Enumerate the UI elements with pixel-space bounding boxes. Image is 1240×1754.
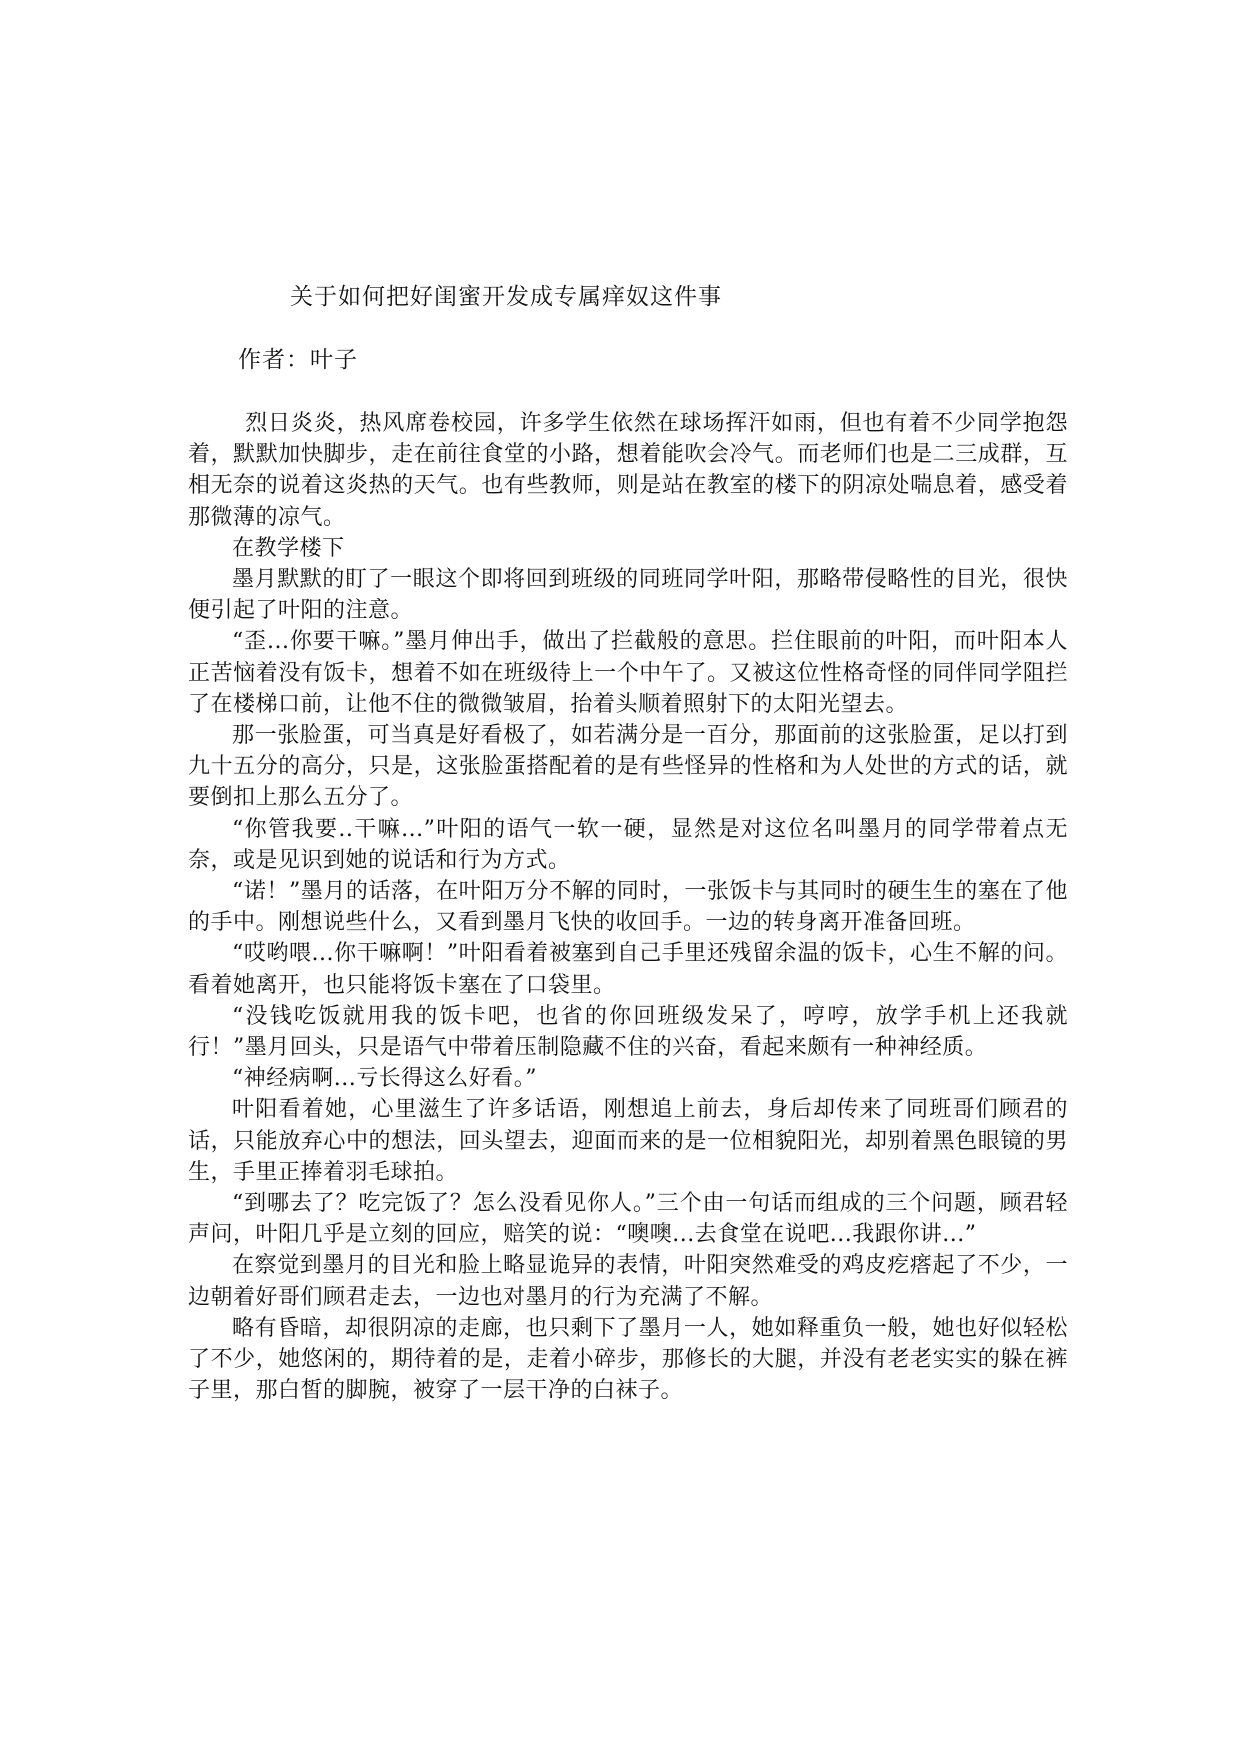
paragraph: “哎哟喂...你干嘛啊！”叶阳看着被塞到自己手里还残留余温的饭卡，心生不解的问。看着她离开，也只能将饭卡塞在了口袋里。 (188, 941, 1068, 998)
document-body (188, 408, 1068, 1407)
paragraph: 烈日炎炎，热风席卷校园，许多学生依然在球场挥汗如雨，但也有着不少同学抱怨着，默默加快脚步，走在前往食堂的小路，想着能吹会冷气。而老师们也是二三成群，互相无奈的说着这炎热的天气。也有些教师，则是站在教室的楼下的阴凉处喘息着，感受着那微薄的凉气。 (188, 411, 1068, 530)
document-author: 作者：叶子 (238, 347, 358, 373)
paragraph: “到哪去了？吃完饭了？怎么没看见你人。”三个由一句话而组成的三个问题，顾君轻声问，叶阳几乎是立刻的回应，赔笑的说：“噢噢...去食堂在说吧...我跟你讲...” (188, 1191, 1068, 1248)
paragraph: “你管我要..干嘛...”叶阳的语气一软一硬，显然是对这位名叫墨月的同学带着点无奈，或是见识到她的说话和行为方式。 (188, 816, 1068, 873)
paragraph: “没钱吃饭就用我的饭卡吧，也省的你回班级发呆了，哼哼，放学手机上还我就行！”墨月回头，只是语气中带着压制隐藏不住的兴奋，看起来颇有一种神经质。 (188, 1003, 1068, 1061)
document-title: 关于如何把好闺蜜开发成专属痒奴这件事 (290, 284, 722, 310)
paragraph: “诺！”墨月的话落，在叶阳万分不解的同时，一张饭卡与其同时的硬生生的塞在了他的手中。刚想说些什么，又看到墨月飞快的收回手。一边的转身离开准备回班。 (188, 879, 1068, 936)
paragraph: 墨月默默的盯了一眼这个即将回到班级的同班同学叶阳，那略带侵略性的目光，很快便引起了叶阳的注意。 (188, 567, 1068, 624)
paragraph: 那一张脸蛋，可当真是好看极了，如若满分是一百分，那面前的这张脸蛋，足以打到九十五分的高分，只是，这张脸蛋搭配着的是有些怪异的性格和为人处世的方式的话，就要倒扣上那么五分了。 (188, 723, 1068, 811)
paragraph: 在察觉到墨月的目光和脸上略显诡异的表情，叶阳突然难受的鸡皮疙瘩起了不少，一边朝着好哥们顾君走去，一边也对墨月的行为充满了不解。 (188, 1253, 1068, 1310)
paragraph: “神经病啊...亏长得这么好看。” (232, 1066, 537, 1092)
paragraph: 略有昏暗，却很阴凉的走廊，也只剩下了墨月一人，她如释重负一般，她也好似轻松了不少，她悠闲的，期待着的是，走着小碎步，那修长的大腿，并没有老老实实的躲在裤子里，那白皙的脚腕，被穿了一层干净的白袜子。 (188, 1315, 1068, 1404)
paragraph: “歪...你要干嘛。”墨月伸出手，做出了拦截般的意思。拦住眼前的叶阳，而叶阳本人正苦恼着没有饭卡，想着不如在班级待上一个中午了。又被这位性格奇怪的同伴同学阻拦了在楼梯口前，让他不住的微微皱眉，抬着头顺着照射下的太阳光望去。 (188, 629, 1068, 717)
paragraph: 叶阳看着她，心里滋生了许多话语，刚想追上前去，身后却传来了同班哥们顾君的话，只能放弃心中的想法，回头望去，迎面而来的是一位相貌阳光，却别着黑色眼镜的男生，手里正捧着羽毛球拍。 (188, 1097, 1068, 1185)
paragraph: 在教学楼下 (232, 535, 345, 561)
